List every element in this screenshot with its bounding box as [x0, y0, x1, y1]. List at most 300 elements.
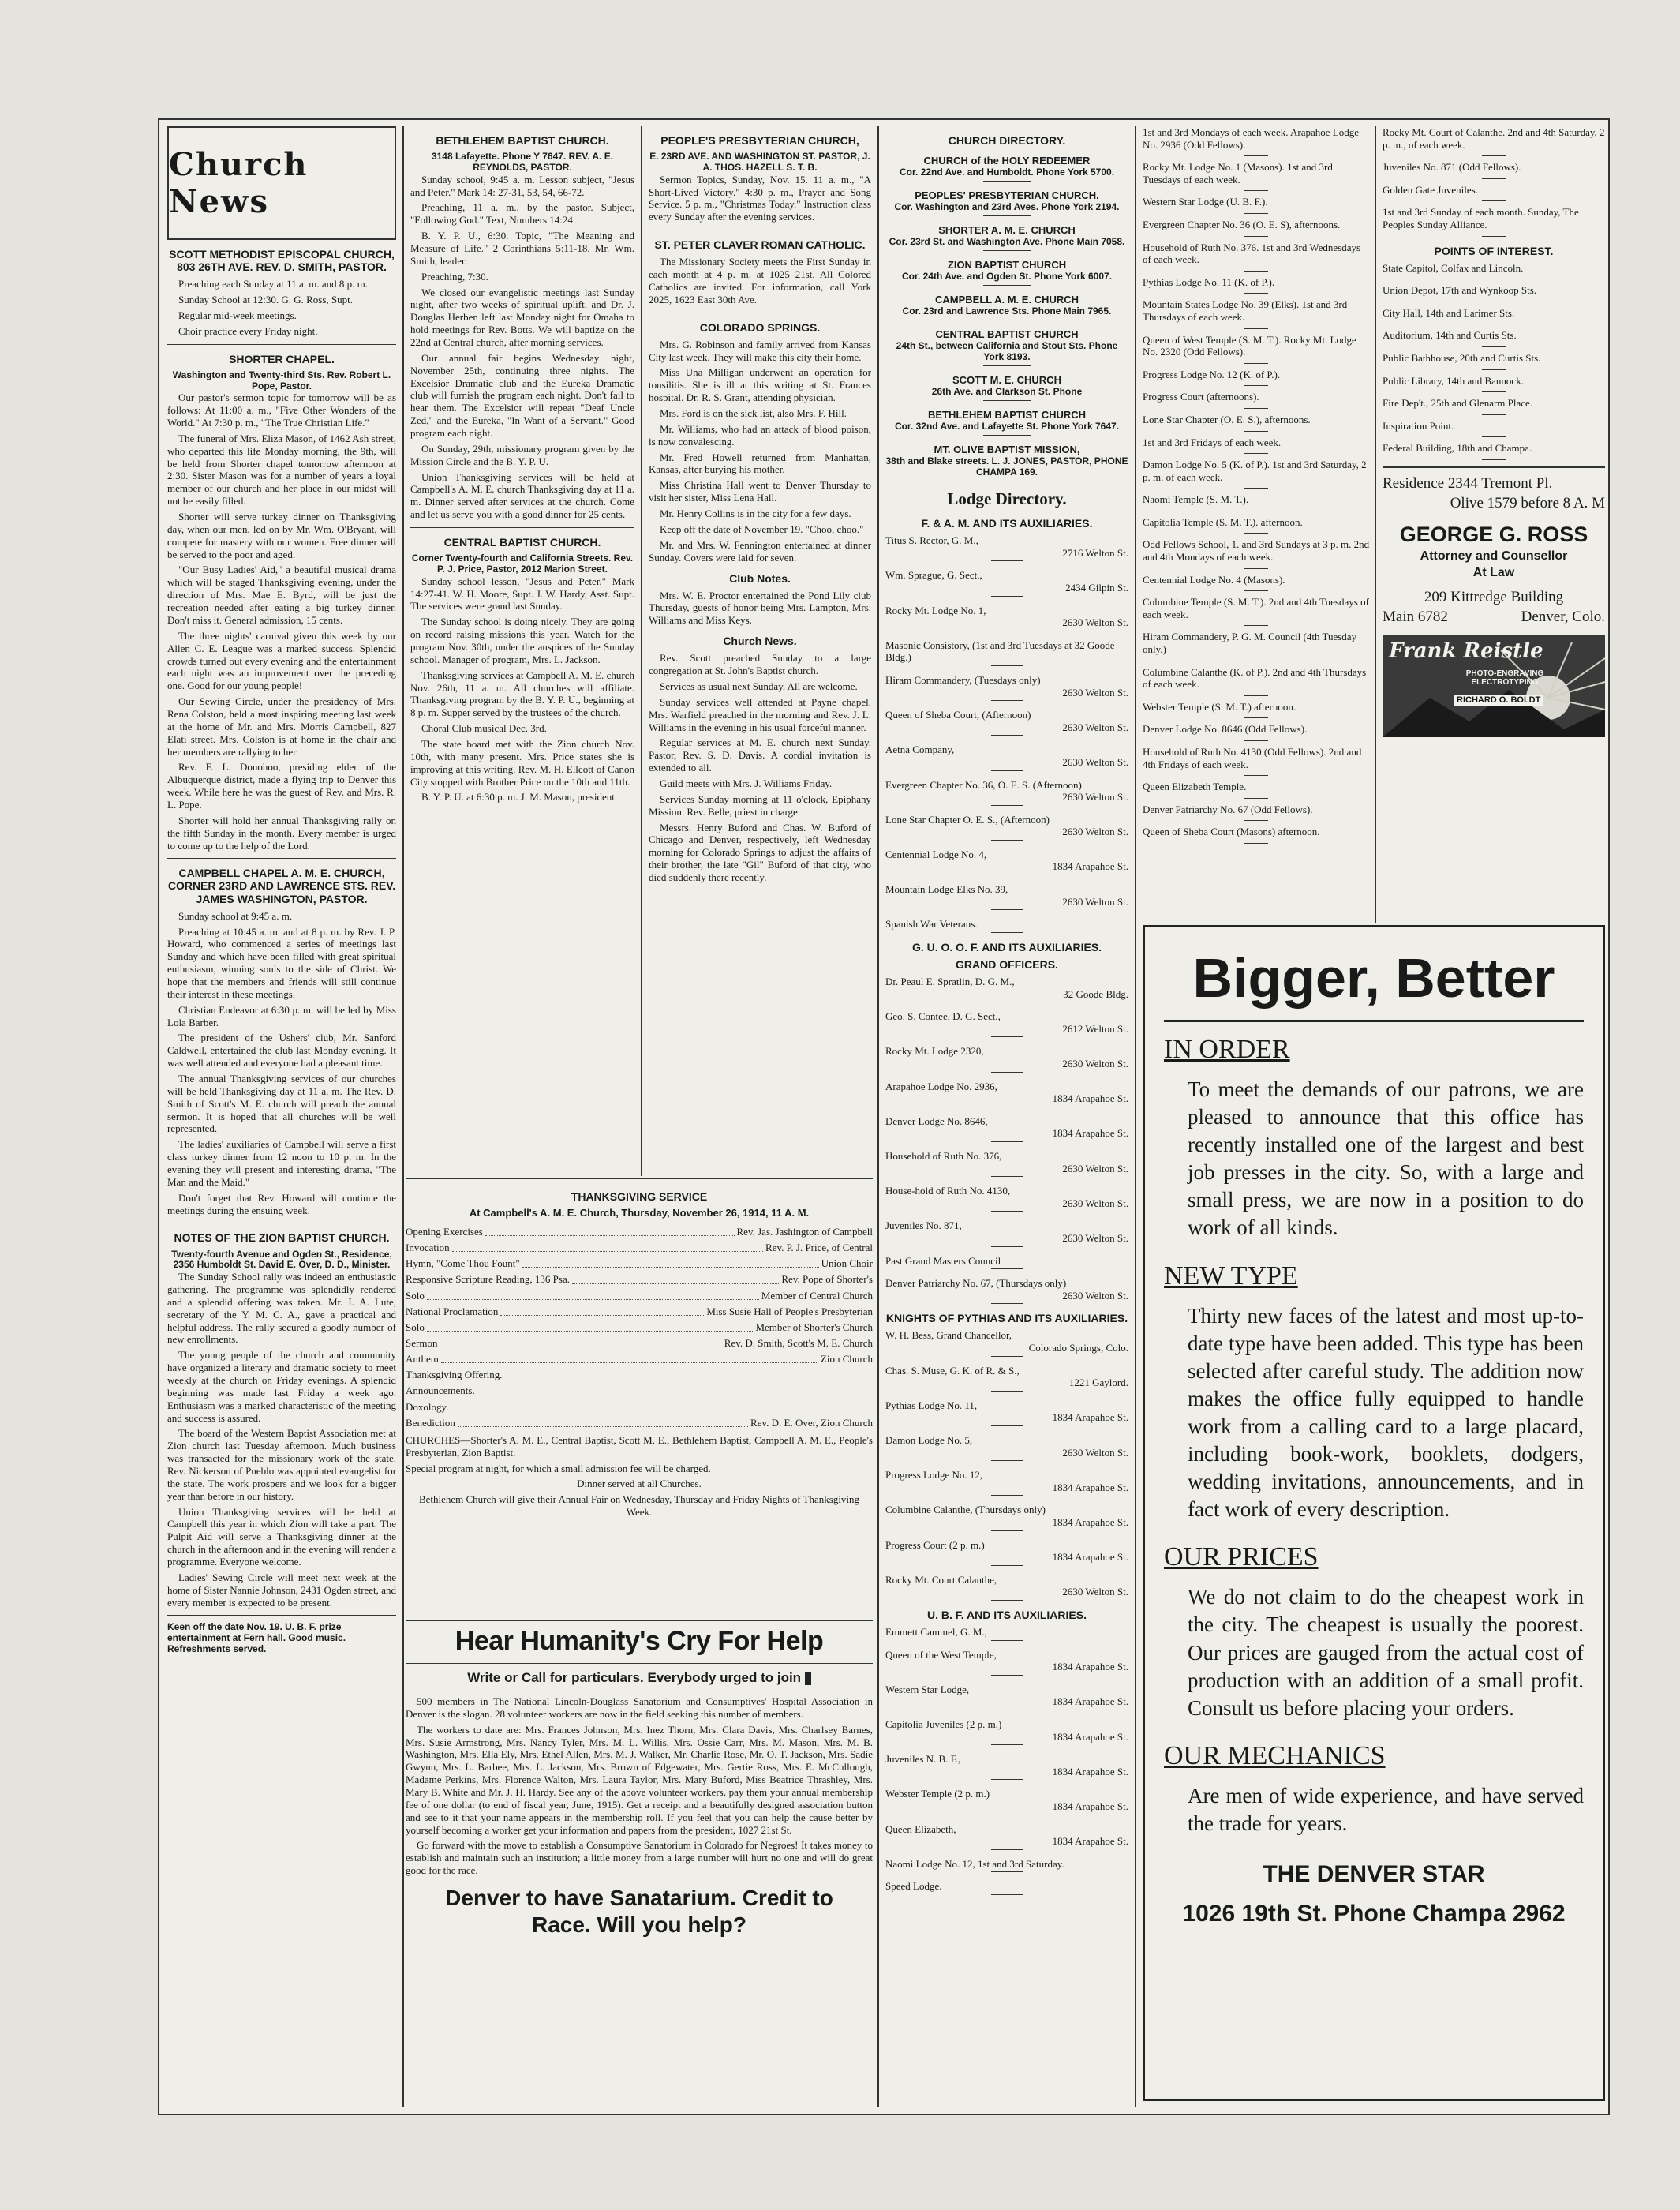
lodge-name: Household of Ruth No. 376, — [885, 1149, 1002, 1162]
article-paragraph: Our Sewing Circle, under the presidency of Mrs. Rena Colston, held a most inspiring meeting last week at the home of Mr. and Mrs. Morris Campbell, 827 Elati street. Mrs. Colston is at home in the chair and her members are rallying to her. — [167, 695, 396, 758]
section-subheading: Washington and Twenty-third Sts. Rev. Robert L. Pope, Pastor. — [172, 369, 391, 391]
divider — [1244, 213, 1268, 214]
lodge-address: 1834 Arapahoe St. — [1052, 860, 1128, 873]
column-rule — [1375, 126, 1376, 923]
section-heading: G. U. O. O. F. AND ITS AUXILIARIES. — [911, 940, 1102, 953]
program-row — [406, 1320, 873, 1335]
meeting-entry: Hiram Commandery, P. G. M. Council (4th Tuesday only.) — [1143, 631, 1357, 656]
lodge-name: Evergreen Chapter No. 36, O. E. S. (Afternoon) — [885, 778, 1082, 791]
section-heading: U. B. F. AND ITS AUXILIARIES. — [927, 1608, 1087, 1621]
divider — [983, 285, 1031, 286]
church-address: Cor. 23rd St. and Washington Ave. Phone Main 7058. — [889, 236, 1125, 248]
section-subheading: 3148 Lafayette. Phone Y 7647. REV. A. E. REYNOLDS, PASTOR. — [431, 151, 614, 173]
lodge-address: 1834 Arapahoe St. — [1052, 1730, 1128, 1743]
ross-city: Denver, Colo. — [1521, 608, 1605, 625]
column-4 — [885, 126, 1128, 2107]
program-performer: Zion Church — [820, 1353, 873, 1365]
lodge-address: 1834 Arapahoe St. — [1052, 1551, 1128, 1564]
engraver-services: PHOTO-ENGRAVING ELECTROTYPING — [1465, 669, 1544, 687]
lodge-name: Masonic Consistory, (1st and 3rd Tuesdays at 32 Goode Bldg.) — [885, 639, 1115, 664]
program-performer: Union Choir — [821, 1257, 873, 1270]
article-paragraph: The annual Thanksgiving services of our churches will be held Thanksgiving day at 11 a. m. The Rev. D. Smith of Scott's M. E. church will preach the annual sermon. It is hoped that all churches will be well represented. — [167, 1072, 396, 1135]
lodge-address: 1834 Arapahoe St. — [1052, 1835, 1128, 1848]
meetings-list — [1143, 126, 1370, 844]
leader-dots — [572, 1272, 779, 1283]
church-address: 38th and Blake streets. L. J. JONES, PASTOR, PHONE CHAMPA 169. — [885, 455, 1128, 478]
lodge-entry — [885, 1255, 1128, 1270]
church-name: BETHLEHEM BAPTIST CHURCH — [927, 409, 1087, 421]
sanatorium-ad — [406, 1620, 873, 1938]
meeting-entry: Queen of Sheba Court (Masons) afternoon. — [1143, 826, 1320, 838]
column-rule — [641, 126, 642, 1176]
engraver-name: Frank Reistle — [1389, 639, 1543, 664]
lodge-name: Chas. S. Muse, G. K. of R. & S., — [885, 1364, 1020, 1377]
point-of-interest: City Hall, 14th and Larimer Sts. — [1383, 306, 1515, 319]
section-heading: POINTS OF INTEREST. — [1434, 244, 1554, 257]
divider — [991, 735, 1023, 736]
lodge-name: Capitolia Juveniles (2 p. m.) — [885, 1717, 1002, 1730]
section-heading: SCOTT METHODIST EPISCOPAL CHURCH, 803 26TH AVE. REV. D. SMITH, PASTOR. — [169, 248, 395, 274]
divider — [1482, 155, 1506, 156]
church-address: Cor. 32nd Ave. and Lafayette St. Phone York 7647. — [894, 421, 1120, 433]
lodge-entry — [885, 1115, 1128, 1142]
lodge-entry — [885, 1539, 1128, 1566]
divider — [1244, 190, 1268, 191]
lodge-entry — [885, 1753, 1128, 1780]
meeting-entry: Lone Star Chapter (O. E. S.), afternoons. — [1143, 413, 1311, 425]
program-item: Opening Exercises — [406, 1226, 483, 1238]
church-name: ZION BAPTIST CHURCH — [947, 259, 1067, 272]
ad-section-heading: NEW TYPE — [1164, 1260, 1298, 1290]
program-item: Anthem — [406, 1353, 439, 1365]
program-performer: Rev. D. E. Over, Zion Church — [750, 1416, 873, 1429]
leader-dots — [427, 1288, 759, 1300]
article-paragraph: Guild meets with Mrs. J. Williams Friday. — [660, 777, 833, 789]
article-paragraph: The funeral of Mrs. Eliza Mason, of 1462 Ash street, who departed this life Monday morning, the 9th, will be held from Shorter chapel tomorrow afternoon at 2:30. Sister Mason was for a number of years a loyal member of our church and her place in our midst will not be easily filled. — [167, 432, 396, 508]
lodge-address: 1834 Arapahoe St. — [1052, 1661, 1128, 1673]
lodge-name: Juveniles N. B. F., — [885, 1753, 961, 1766]
lodge-entry — [885, 674, 1128, 701]
lodge-entry — [885, 1880, 1128, 1895]
lodge-name: Spanish War Veterans. — [885, 918, 978, 931]
lodge-directory-heading: Lodge Directory. — [947, 489, 1067, 509]
lodge-name: Lone Star Chapter O. E. S., (Afternoon) — [885, 813, 1050, 826]
lodge-entry — [885, 1399, 1128, 1426]
directory-entry — [885, 294, 1128, 320]
article-paragraph: Shorter will hold her annual Thanksgiving rally on the fifth Sunday in the month. Every member is urged to come up to the help of the Lord. — [167, 814, 396, 852]
program-rows — [406, 1224, 873, 1431]
church-address: Cor. 23rd and Lawrence Sts. Phone Main 7965. — [902, 305, 1112, 317]
ad-paragraph: Go forward with the move to establish a Consumptive Sanatorium in Colorado for Negroes! It takes money to establish and maintain such an institution; a little money from a large number will hurt no one and will do great good for the race. — [406, 1839, 873, 1877]
leader-dots — [427, 1320, 754, 1332]
lodge-list — [885, 976, 1128, 1304]
meeting-entry: Odd Fellows School, 1. and 3rd Sundays at 3 p. m. 2nd and 4th Mondays of each week. — [1143, 538, 1370, 564]
divider — [991, 932, 1023, 933]
program-item: Announcements. — [406, 1384, 475, 1397]
church-name: MT. OLIVE BAPTIST MISSION, — [934, 444, 1080, 456]
divider — [991, 1894, 1023, 1895]
meeting-entry: Denver Lodge No. 8646 (Odd Fellows). — [1143, 723, 1308, 736]
divider — [1244, 293, 1268, 294]
divider — [1244, 820, 1268, 821]
ross-title: Attorney and Counsellor — [1420, 549, 1568, 564]
program-row — [406, 1256, 873, 1272]
divider — [983, 181, 1031, 182]
divider — [991, 1530, 1023, 1531]
section-heading: CAMPBELL CHAPEL A. M. E. CHURCH, CORNER 23RD AND LAWRENCE STS. REV. JAMES WASHINGTON, PASTOR. — [167, 867, 396, 905]
divider — [1244, 740, 1268, 741]
ad-signature: THE DENVER STAR — [1263, 1860, 1485, 1887]
divider — [983, 250, 1031, 251]
program-note: Bethlehem Church will give their Annual Fair on Wednesday, Thursday and Friday Nights of Thanksgiving Week. — [418, 1493, 860, 1519]
program-row — [406, 1224, 873, 1240]
leader-dots — [485, 1224, 735, 1236]
lodge-name: W. H. Bess, Grand Chancellor, — [885, 1329, 1012, 1342]
article-paragraph: Mr. Fred Howell returned from Manhattan, Kansas, after burying his mother. — [649, 451, 871, 476]
directory-heading: CHURCH DIRECTORY. — [948, 134, 1066, 147]
program-item: Invocation — [406, 1242, 450, 1254]
lodge-name: Naomi Lodge No. 12, 1st and 3rd Saturday. — [885, 1857, 1064, 1870]
section-heading: Club Notes. — [729, 571, 791, 585]
lodge-entry — [885, 1277, 1128, 1304]
meeting-entry: Evergreen Chapter No. 36 (O. E. S), afternoons. — [1143, 218, 1341, 230]
lodge-name: Queen Elizabeth, — [885, 1822, 956, 1835]
lodge-address: 2630 Welton St. — [1062, 686, 1128, 699]
lodge-name: Damon Lodge No. 5, — [885, 1433, 973, 1446]
lodge-address: 2630 Welton St. — [1062, 755, 1128, 768]
divider — [991, 1268, 1023, 1269]
lodge-entry — [885, 605, 1128, 631]
meeting-entry: Webster Temple (S. M. T.) afternoon. — [1143, 700, 1296, 713]
divider — [991, 1460, 1023, 1461]
divider — [991, 1640, 1023, 1641]
article-paragraph: Sunday services well attended at Payne chapel. Mrs. Warfield preached in the morning and Rev. J. L. Williams in the evening in his usual forceful manner. — [649, 695, 871, 733]
notice: Keen off the date Nov. 19. U. B. F. prize entertainment at Fern hall. Good music. Refreshments served. — [167, 1621, 346, 1655]
meeting-entry: Queen Elizabeth Temple. — [1143, 781, 1247, 793]
divider — [983, 365, 1031, 366]
meeting-entry: Household of Ruth No. 4130 (Odd Fellows). 2nd and 4th Fridays of each week. — [1143, 746, 1362, 770]
lodge-name: Progress Lodge No. 12, — [885, 1469, 983, 1481]
lodge-address: 1834 Arapahoe St. — [1052, 1092, 1128, 1105]
divider — [167, 344, 396, 345]
article-paragraph: Mrs. W. E. Proctor entertained the Pond Lily club Thursday, guests of honor being Mrs. Lampton, Mrs. Williams and Miss Keys. — [649, 589, 871, 627]
divider — [991, 1849, 1023, 1850]
ad-section-heading: OUR MECHANICS — [1164, 1740, 1386, 1770]
point-of-interest: State Capitol, Colfax and Lincoln. — [1383, 261, 1524, 274]
lodge-address: 2630 Welton St. — [1062, 1446, 1128, 1459]
program-row — [406, 1351, 873, 1367]
section-heading: COLORADO SPRINGS. — [699, 320, 821, 334]
divider — [991, 700, 1023, 701]
lodge-address: 1834 Arapahoe St. — [1052, 1800, 1128, 1812]
lodge-name: Webster Temple (2 p. m.) — [885, 1788, 990, 1800]
divider — [1244, 328, 1268, 329]
divider — [1244, 695, 1268, 696]
column-2 — [410, 126, 634, 1168]
program-row — [406, 1383, 873, 1399]
article-paragraph: Preaching, 7:30. — [421, 270, 488, 283]
article-paragraph: Preaching at 10:45 a. m. and at 8 p. m. by Rev. J. P. Howard, who commenced a series of meetings last Sunday and which have been filled with great spiritual enthusiasm, winning souls to the side of Christ. We hope that the members and friends will still continue their interest in these meetings. — [167, 925, 396, 1000]
lodge-entry — [885, 1823, 1128, 1850]
divider — [1482, 459, 1506, 460]
divider — [1482, 346, 1506, 347]
lodge-address: 2612 Welton St. — [1062, 1022, 1128, 1035]
article-paragraph: Sermon Topics, Sunday, Nov. 15. 11 a. m., "A Short-Lived Victory." 4:30 p. m., Prayer and Song Service. 5 p. m., "Christmas Today." Instruction class every Sunday after the evening services. — [649, 173, 871, 223]
divider — [991, 665, 1023, 666]
divider — [991, 1779, 1023, 1780]
program-performer: Rev. D. Smith, Scott's M. E. Church — [724, 1337, 873, 1350]
denver-star-ad — [1143, 925, 1605, 2101]
ad-paragraph: To meet the demands of our patrons, we are pleased to announce that this office has recently installed one of the largest and best job presses in the city. So, with a large and small press, we are now in a position to do work of all kinds. — [1188, 1077, 1584, 1240]
divider — [1244, 717, 1268, 718]
section-heading: Church News. — [723, 635, 797, 648]
lodge-entry — [885, 534, 1128, 561]
program-item: Solo — [406, 1289, 425, 1302]
program-row — [406, 1415, 873, 1431]
lodge-entry — [885, 1718, 1128, 1745]
divider — [1482, 178, 1506, 179]
church-address: Cor. Washington and 23rd Aves. Phone York 2194. — [894, 201, 1120, 213]
article-paragraph: Christian Endeavor at 6:30 p. m. will be led by Miss Lola Barber. — [167, 1003, 396, 1028]
meeting-entry: Pythias Lodge No. 11 (K. of P.). — [1143, 275, 1275, 288]
lodge-name: Mountain Lodge Elks No. 39, — [885, 883, 1008, 896]
column-5 — [1143, 126, 1370, 916]
column-1 — [167, 126, 396, 2107]
meeting-entry: Queen of West Temple (S. M. T.). Rocky Mt. Lodge No. 2320 (Odd Fellows). — [1143, 333, 1356, 358]
lodge-entry — [885, 1081, 1128, 1107]
lodge-address: 2630 Welton St. — [1062, 791, 1128, 803]
article-paragraph: Rev. Scott preached Sunday to a large congregation at St. John's Baptist church. — [649, 652, 871, 677]
article-paragraph: Shorter will serve turkey dinner on Thanksgiving day, when our men, led on by Mr. Wm. O'Bryant, will compete for mastery with our women. Free dinner will be served to the poor and aged. — [167, 511, 396, 560]
program-item: Doxology. — [406, 1400, 449, 1413]
points-of-interest — [1383, 262, 1605, 460]
program-item: Benediction — [406, 1416, 455, 1429]
divider — [1482, 200, 1506, 201]
divider — [1244, 590, 1268, 591]
point-of-interest: Union Depot, 17th and Wynkoop Sts. — [1383, 284, 1537, 297]
lodge-name: House-hold of Ruth No. 4130, — [885, 1185, 1011, 1197]
lodge-entry — [885, 814, 1128, 841]
section-subheading: Twenty-fourth Avenue and Ogden St., Residence, 2356 Humboldt St. David E. Over, D. D., Minister. — [171, 1248, 392, 1271]
divider — [991, 840, 1023, 841]
lodge-address: 2630 Welton St. — [1062, 1058, 1128, 1069]
article-paragraph: The board of the Western Baptist Association met at Zion church last Tuesday afternoon. Much business was transacted for the missionary work of the state. Rev. Nickerson of Pueblo was appointed evangelist for the state. The work prospers and we look for a bigger year than before in our history. — [167, 1427, 396, 1502]
divider — [983, 400, 1031, 401]
divider — [991, 1303, 1023, 1304]
article-paragraph: Rev. F. L. Donohoo, presiding elder of the Albuquerque district, made a flying trip to Denver this week. While here he was the guest of Rev. and Mrs. R. L. Pope. — [167, 761, 396, 811]
directory-entry — [885, 155, 1128, 182]
lodge-address: 2630 Welton St. — [1062, 1197, 1128, 1209]
leader-dots — [522, 1256, 819, 1268]
ross-building: 209 Kittredge Building — [1424, 589, 1564, 606]
point-of-interest: Public Library, 14th and Bannock. — [1383, 374, 1524, 387]
divider — [991, 1036, 1023, 1037]
divider — [991, 1176, 1023, 1177]
lodge-entry — [885, 779, 1128, 806]
article-paragraph: Mr. Henry Collins is in the city for a few days. — [660, 508, 851, 520]
article-paragraph: We closed our evangelistic meetings last Sunday night, after two weeks of spiritual uplift, and Dr. J. Douglas Herben left last Monday night for Omaha to hold meetings for Rev. Botts. We will baptize on the 22nd at Central church, after morning services. — [410, 286, 634, 348]
divider — [991, 1246, 1023, 1247]
masthead-box — [167, 126, 396, 240]
divider — [1244, 385, 1268, 386]
section-heading: BETHLEHEM BAPTIST CHURCH. — [436, 134, 609, 147]
lodge-entry — [885, 1469, 1128, 1496]
leader-dots — [458, 1415, 748, 1427]
divider — [991, 1495, 1023, 1496]
divider — [1244, 568, 1268, 569]
lodge-entry — [885, 1504, 1128, 1530]
program-item: Hymn, "Come Thou Fount" — [406, 1257, 520, 1270]
section-subheading: E. 23RD AVE. AND WASHINGTON ST. PASTOR, J. A. THOS. HAZELL S. T. B. — [649, 151, 870, 173]
church-address: 26th Ave. and Clarkson St. Phone — [931, 386, 1083, 398]
divider — [1482, 414, 1506, 415]
directory-entry — [885, 444, 1128, 481]
program-row — [406, 1288, 873, 1304]
divider — [1244, 533, 1268, 534]
page-title: Church News — [169, 146, 309, 220]
ad-footer: Denver to have Sanatarium. Credit to Race. Will you help? — [445, 1886, 833, 1937]
article-paragraph: Regular services at M. E. church next Sunday. Pastor, Rev. S. D. Davis. A cordial invitation is extended to all. — [649, 736, 871, 774]
column-6 — [1383, 126, 1605, 916]
program-performer: Member of Shorter's Church — [755, 1320, 873, 1333]
lodge-name: Queen of Sheba Court, (Afternoon) — [885, 709, 1031, 721]
meeting-entry: Household of Ruth No. 376. 1st and 3rd Wednesdays of each week. — [1143, 241, 1361, 266]
ross-ad — [1383, 474, 1605, 627]
article-paragraph: B. Y. P. U. at 6:30 p. m. J. M. Mason, president. — [421, 791, 618, 803]
article-paragraph: The young people of the church and community have organized a literary and dramatic society to meet weekly at the church on Friday evenings. A splendid beginning was made last Friday a week ago. Enthusiasm was a marked characteristic of the meeting and success is assured. — [167, 1349, 396, 1424]
lodge-entry — [885, 639, 1128, 666]
church-name: CHURCH of the HOLY REDEEMER — [923, 155, 1091, 167]
divider — [1482, 391, 1506, 392]
article-paragraph: Regular mid-week meetings. — [178, 309, 297, 321]
church-name: SCOTT M. E. CHURCH — [952, 374, 1061, 387]
article-paragraph: Sunday school, 9:45 a. m. Lesson subject, "Jesus and Peter." Mark 14: 27-31, 53, 54, 66-72. — [410, 173, 634, 198]
article-paragraph: Preaching, 11 a. m., by the pastor. Subject, "Following God." Text, Numbers 14:24. — [410, 201, 634, 227]
program-heading: THANKSGIVING SERVICE — [571, 1190, 708, 1203]
ad-address: 1026 19th St. Phone Champa 2962 — [1182, 1900, 1566, 1927]
ad-paragraph: Are men of wide experience, and have served the trade for years. — [1188, 1783, 1584, 1835]
lodge-name: Titus S. Rector, G. M., — [885, 534, 978, 547]
divider — [167, 1615, 396, 1616]
article-paragraph: Mr. Williams, who had an attack of blood poison, is now convalescing. — [649, 422, 871, 448]
lodge-name: Juveniles No. 871, — [885, 1219, 962, 1232]
lodge-address: 2630 Welton St. — [1062, 1162, 1128, 1174]
church-name: CAMPBELL A. M. E. CHURCH — [935, 294, 1079, 306]
lodge-address: 2630 Welton St. — [1062, 616, 1128, 629]
directory-entry — [885, 374, 1128, 401]
lodge-address: 2630 Welton St. — [1062, 895, 1128, 908]
lodge-entry — [885, 918, 1128, 933]
meeting-entry: Denver Patriarchy No. 67 (Odd Fellows). — [1143, 803, 1313, 815]
lodge-entry — [885, 1365, 1128, 1392]
meeting-entry: Naomi Temple (S. M. T.). — [1143, 493, 1249, 506]
lodge-entry — [885, 1858, 1128, 1873]
lodge-entry — [885, 1574, 1128, 1601]
lodge-entry — [885, 1626, 1128, 1641]
meeting-entry: 1st and 3rd Mondays of each week. Arapahoe Lodge No. 2936 (Odd Fellows). — [1143, 126, 1359, 151]
church-address: Cor. 22nd Ave. and Humboldt. Phone York 5700. — [899, 167, 1115, 178]
lodge-address: 1834 Arapahoe St. — [1052, 1765, 1128, 1777]
ad-headline: Bigger, Better — [1192, 947, 1555, 1009]
directory-entry — [885, 224, 1128, 251]
article-paragraph: Keep off the date of November 19. "Choo, choo." — [660, 523, 864, 535]
ross-contact — [1383, 608, 1605, 627]
lodge-name: Columbine Calanthe, (Thursdays only) — [885, 1504, 1046, 1516]
meeting-entry: Centennial Lodge No. 4 (Masons). — [1143, 573, 1285, 586]
lodge-name: Centennial Lodge No. 4, — [885, 848, 987, 860]
lodge-address: 2630 Welton St. — [1062, 826, 1128, 838]
point-of-interest: Inspiration Point. — [1383, 419, 1454, 432]
lodge-entry — [885, 1684, 1128, 1710]
divider — [991, 560, 1023, 561]
article-paragraph: Messrs. Henry Buford and Chas. W. Buford of Chicago and Denver, respectively, left Wednesday morning for Colorado Springs to adjust the affairs of their brother, the late "Gil" Buford of that city, who died suddenly there recently. — [649, 821, 871, 884]
directory-entry — [885, 259, 1128, 286]
divider — [991, 596, 1023, 597]
leader-dots — [440, 1335, 721, 1347]
divider — [991, 1675, 1023, 1676]
article-paragraph: Union Thanksgiving services will be held at Campbell this year in which Zion will take a part. The Pulpit Aid will serve a Thanksgiving dinner at the church in the afternoon and in the evening will render a programme. Everyone welcome. — [167, 1505, 396, 1568]
divider — [1244, 155, 1268, 156]
divider — [991, 1391, 1023, 1392]
divider — [1164, 1020, 1584, 1022]
lodge-entry — [885, 1329, 1128, 1356]
lodge-name: Dr. Peaul E. Spratlin, D. G. M., — [885, 976, 1015, 988]
lodge-entry — [885, 1010, 1128, 1037]
meeting-entry: Juveniles No. 871 (Odd Fellows). — [1383, 161, 1521, 174]
program-note: Special program at night, for which a small admission fee will be charged. — [406, 1462, 711, 1474]
ad-section-heading: IN ORDER — [1164, 1035, 1290, 1064]
engraver-proprietor: RICHARD O. BOLDT — [1454, 695, 1543, 706]
article-paragraph: The president of the Ushers' club, Mr. Sanford Caldwell, entertained the club last Monday evening. It was well attended and everyone had a pleasant time. — [167, 1032, 396, 1069]
divider — [991, 1141, 1023, 1142]
section-heading: CENTRAL BAPTIST CHURCH. — [443, 536, 601, 549]
program-item: Responsive Scripture Reading, 136 Psa. — [406, 1273, 570, 1286]
lodge-entry — [885, 1219, 1128, 1246]
lodge-address: 1834 Arapahoe St. — [1052, 1515, 1128, 1528]
lodge-entry — [885, 848, 1128, 875]
meeting-entry: Damon Lodge No. 5 (K. of P.). 1st and 3rd Saturday, 2 p. m. of each week. — [1143, 459, 1367, 483]
column-3 — [649, 126, 871, 1168]
divider — [1244, 408, 1268, 409]
lodge-address: 2630 Welton St. — [1062, 1231, 1128, 1244]
column-rule — [1135, 126, 1136, 2107]
lodge-address: 2630 Welton St. — [1062, 721, 1128, 733]
divider — [983, 435, 1031, 436]
lodge-name: Denver Patriarchy No. 67, (Thursdays only) — [885, 1277, 1067, 1290]
meeting-entry: Western Star Lodge (U. B. F.). — [1143, 196, 1268, 208]
article-paragraph: B. Y. P. U., 6:30. Topic, "The Meaning and Measure of Life." 2 Corinthians 5:11-18. Mr. Wm. Smith, leader. — [410, 230, 634, 267]
directory-entry — [885, 328, 1128, 366]
ink-mark-icon — [805, 1672, 811, 1685]
article-paragraph: Miss Christina Hall went to Denver Thursday to visit her sister, Miss Lena Hall. — [649, 479, 871, 504]
meeting-entry: Capitolia Temple (S. M. T.). afternoon. — [1143, 515, 1303, 528]
leader-dots — [441, 1351, 818, 1363]
lodge-address: 1221 Gaylord. — [1068, 1377, 1128, 1389]
section-heading: F. & A. M. AND ITS AUXILIARIES. — [921, 517, 1093, 530]
lodge-entry — [885, 976, 1128, 1002]
lodge-entry — [885, 1185, 1128, 1212]
program-performer: Rev. Pope of Shorter's — [781, 1273, 873, 1286]
lodge-name: Rocky Mt. Lodge No. 1, — [885, 604, 986, 616]
meeting-entry: Columbine Temple (S. M. T.). 2nd and 4th Tuesdays of each week. — [1143, 596, 1369, 620]
church-name: CENTRAL BAPTIST CHURCH — [935, 328, 1079, 341]
lodge-address: 2630 Welton St. — [1062, 1289, 1128, 1302]
meeting-entry: Mountain States Lodge No. 39 (Elks). 1st and 3rd Thursdays of each week. — [1143, 298, 1348, 323]
divider — [1482, 369, 1506, 370]
lodge-name: Hiram Commandery, (Tuesdays only) — [885, 673, 1041, 686]
lodge-entry — [885, 1788, 1128, 1815]
article-paragraph: The Sunday School rally was indeed an enthusiastic gathering. The programme was splendidly rendered and a splendid offering was taken. Mr. I. A. Lute, secretary of the Y. M. C. A., gave a practical and helpful address. The rally secured a goodly number of new enrollments. — [167, 1271, 396, 1346]
